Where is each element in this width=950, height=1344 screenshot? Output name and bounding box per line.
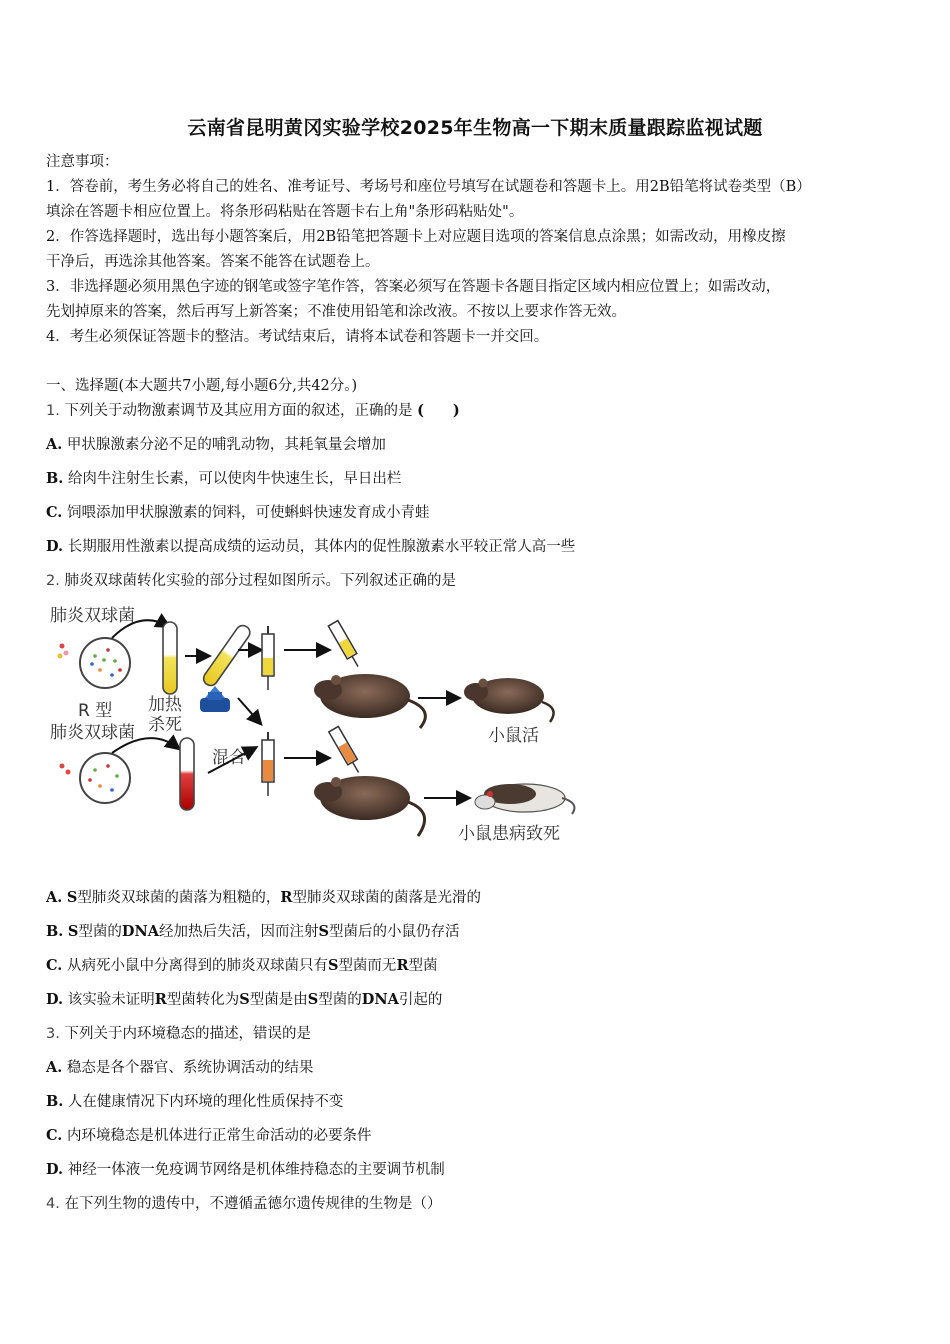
question-3-option-c: C. 内环境稳态是机体进行正常生命活动的必要条件 bbox=[46, 1127, 372, 1144]
mouse-injected-bottom bbox=[314, 776, 425, 836]
question-3-option-d: D. 神经一体液一免疫调节网络是机体维持稳态的主要调节机制 bbox=[46, 1161, 445, 1178]
label-mouse-alive: 小鼠活 bbox=[488, 726, 539, 746]
note-line: 2．作答选择题时，选出每小题答案后，用2B铅笔把答题卡上对应题目选项的答案信息点涂黑；如需改动，用橡皮擦 bbox=[46, 229, 786, 245]
question-4-stem bbox=[46, 1194, 441, 1214]
question-text: 下列关于内环境稳态的描述，错误的是 bbox=[64, 1026, 311, 1042]
note-line: 1．答卷前，考生务必将自己的姓名、准考证号、考场号和座位号填写在试题卷和答题卡上。用2B铅笔将试卷类型（B） bbox=[46, 179, 811, 195]
section-heading: 一、选择题(本大题共7小题,每小题6分,共42分。) bbox=[46, 378, 358, 394]
syringe-inject-bottom bbox=[329, 726, 364, 775]
heated-tube bbox=[201, 623, 253, 688]
test-tube-s bbox=[163, 622, 177, 694]
burner-icon bbox=[200, 686, 230, 712]
question-number: 1. bbox=[46, 403, 60, 419]
petri-dish-s bbox=[58, 638, 131, 688]
question-3-option-a: A. 稳态是各个器官、系统协调活动的结果 bbox=[46, 1059, 314, 1076]
syringe-bottom bbox=[262, 732, 274, 796]
question-number: 4. bbox=[46, 1196, 60, 1212]
question-1-stem bbox=[46, 401, 460, 421]
question-2-option-d: D. 该实验未证明R型菌转化为S型菌是由S型菌的DNA引起的 bbox=[46, 991, 443, 1008]
answer-paren: ( ) bbox=[417, 402, 460, 419]
syringe-inject-top bbox=[328, 621, 363, 670]
label-r-type: R 型 bbox=[78, 701, 113, 721]
test-tube-r bbox=[180, 738, 194, 810]
note-line: 先划掉原来的答案，然后再写上新答案；不准使用铅笔和涂改液。不按以上要求作答无效。 bbox=[46, 304, 626, 320]
question-text: 在下列生物的遗传中，不遵循孟德尔遗传规律的生物是（） bbox=[64, 1196, 442, 1212]
label-s-bacteria: 肺炎双球菌 bbox=[50, 606, 135, 626]
page-title: 云南省昆明黄冈实验学校2025年生物高一下期末质量跟踪监视试题 bbox=[187, 117, 763, 139]
syringe-top bbox=[262, 626, 274, 690]
question-1-option-d: D. 长期服用性激素以提高成绩的运动员，其体内的促性腺激素水平较正常人高一些 bbox=[46, 538, 576, 555]
transformation-experiment-figure bbox=[40, 598, 600, 860]
note-line: 3．非选择题必须用黑色字迹的钢笔或签字笔作答，答案必须写在答题卡各题目指定区域内相应位置上；如需改动， bbox=[46, 279, 781, 295]
question-1-option-b: B. 给肉牛注射生长素，可以使肉牛快速生长，早日出栏 bbox=[46, 470, 402, 487]
label-r-bacteria: 肺炎双球菌 bbox=[50, 723, 135, 743]
question-1-option-a: A. 甲状腺激素分泌不足的哺乳动物，其耗氧量会增加 bbox=[46, 436, 386, 453]
question-2-option-a: A. S型肺炎双球菌的菌落为粗糙的，R型肺炎双球菌的菌落是光滑的 bbox=[46, 889, 481, 906]
note-line: 填涂在答题卡相应位置上。将条形码粘贴在答题卡右上角"条形码粘贴处"。 bbox=[46, 204, 524, 220]
question-number: 3. bbox=[46, 1026, 60, 1042]
mouse-dead bbox=[475, 784, 574, 814]
label-kill: 杀死 bbox=[148, 715, 182, 735]
question-3-option-b: B. 人在健康情况下内环境的理化性质保持不变 bbox=[46, 1093, 344, 1110]
label-mouse-dead: 小鼠患病致死 bbox=[458, 824, 560, 844]
question-text: 肺炎双球菌转化实验的部分过程如图所示。下列叙述正确的是 bbox=[64, 573, 456, 589]
note-line: 4．考生必须保证答题卡的整洁。考试结束后，请将本试卷和答题卡一并交回。 bbox=[46, 329, 549, 345]
label-mix: 混合 bbox=[212, 748, 246, 768]
question-1-option-c: C. 饲喂添加甲状腺激素的饲料，可使蝌蚪快速发育成小青蛙 bbox=[46, 504, 430, 521]
notes-heading: 注意事项： bbox=[46, 154, 119, 170]
question-3-stem bbox=[46, 1024, 311, 1044]
mouse-injected-top bbox=[314, 674, 425, 728]
petri-dish-r bbox=[60, 753, 131, 803]
question-text: 下列关于动物激素调节及其应用方面的叙述，正确的是 bbox=[64, 403, 413, 419]
question-2-stem bbox=[46, 571, 456, 591]
note-line: 干净后，再选涂其他答案。答案不能答在试题卷上。 bbox=[46, 254, 380, 270]
arrow-icon bbox=[238, 698, 260, 723]
label-heat: 加热 bbox=[148, 695, 182, 715]
mouse-alive bbox=[464, 678, 554, 722]
question-number: 2. bbox=[46, 573, 60, 589]
question-2-option-b: B. S型菌的DNA经加热后失活，因而注射S型菌后的小鼠仍存活 bbox=[46, 923, 460, 940]
question-2-option-c: C. 从病死小鼠中分离得到的肺炎双球菌只有S型菌而无R型菌 bbox=[46, 957, 438, 974]
